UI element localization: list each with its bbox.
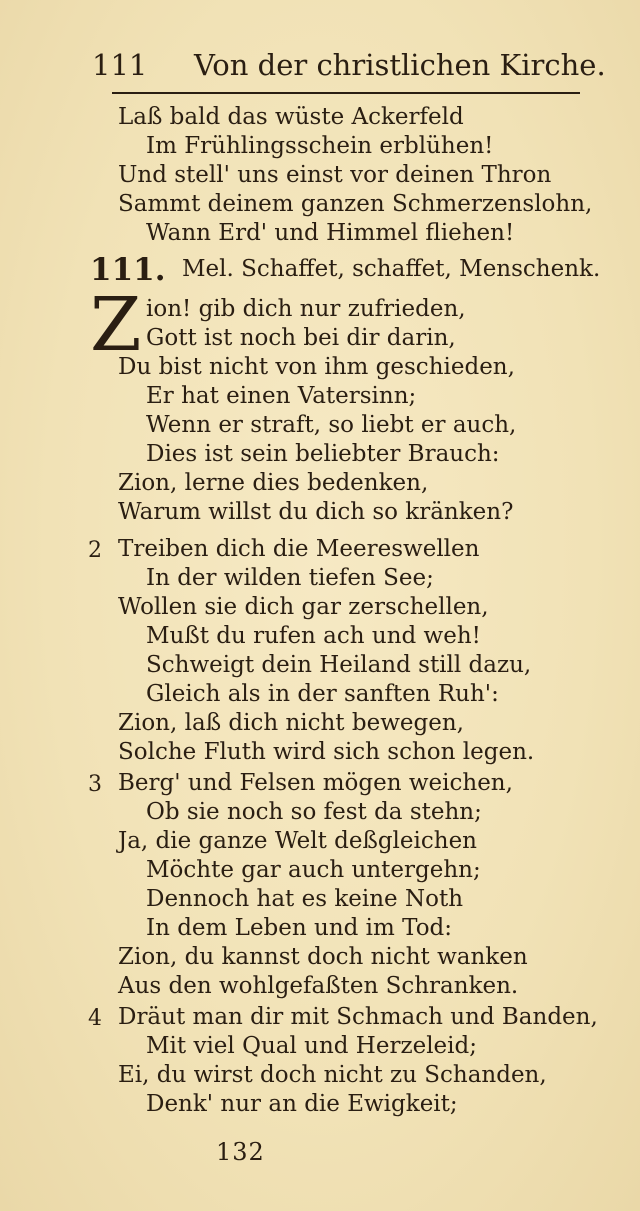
verse-1-line: Dies ist sein beliebter Brauch: (146, 441, 500, 467)
verse-3-line: Aus den wohlgefaßten Schranken. (118, 973, 519, 999)
verse-1-line: ion! gib dich nur zufrieden, (146, 296, 466, 322)
running-header (88, 44, 606, 84)
verse-number: 4 (88, 1006, 102, 1031)
verse-3-line: Zion, du kannst doch nicht wanken (118, 944, 528, 970)
header-rule (112, 92, 580, 94)
verse-1-line: Du bist nicht von ihm geschieden, (118, 354, 515, 380)
verse-4-line: Dräut man dir mit Schmach und Banden, (118, 1004, 598, 1030)
verse-4-line: Denk' nur an die Ewigkeit; (146, 1091, 458, 1117)
verse-3-line: Ja, die ganze Welt deßgleichen (118, 828, 477, 854)
hymn-number-text: 111 (90, 252, 155, 288)
verse-1-line: Gott ist noch bei dir darin, (146, 325, 456, 351)
verse-1-line: Warum willst du dich so kränken? (118, 499, 514, 525)
header-title: Von der christlichen Kirche. (194, 48, 606, 82)
verse-2-line: Gleich als in der sanften Ruh': (146, 681, 499, 707)
verse-3-line: Möchte gar auch untergehn; (146, 857, 481, 883)
verse-1-line: Er hat einen Vatersinn; (146, 383, 417, 409)
hymn-number: 111. (90, 252, 166, 288)
melody-line: Mel. Schaffet, schaffet, Menschenk. (182, 256, 601, 282)
prev-hymn-line: Sammt deinem ganzen Schmerzenslohn, (118, 191, 593, 217)
verse-3-line: Ob sie noch so fest da stehn; (146, 799, 482, 825)
verse-3-line: In dem Leben und im Tod: (146, 915, 453, 941)
verse-1-line: Zion, lerne dies bedenken, (118, 470, 429, 496)
verse-2-line: Zion, laß dich nicht bewegen, (118, 710, 464, 736)
verse-2-line: Solche Fluth wird sich schon legen. (118, 739, 535, 765)
prev-hymn-line: Im Frühlingsschein erblühen! (146, 133, 494, 159)
footer-page-number: 132 (216, 1138, 265, 1166)
verse-4-line: Ei, du wirst doch nicht zu Schanden, (118, 1062, 547, 1088)
verse-number: 2 (88, 538, 102, 563)
prev-hymn-line: Laß bald das wüste Ackerfeld (118, 104, 464, 130)
verse-2-line: Schweigt dein Heiland still dazu, (146, 652, 532, 678)
verse-2-line: Treiben dich die Meereswellen (118, 536, 480, 562)
verse-3-line: Dennoch hat es keine Noth (146, 886, 464, 912)
prev-hymn-line: Wann Erd' und Himmel fliehen! (146, 220, 515, 246)
verse-3-line: Berg' und Felsen mögen weichen, (118, 770, 513, 796)
verse-1-line: Wenn er straft, so liebt er auch, (146, 412, 517, 438)
prev-hymn-line: Und stell' uns einst vor deinen Thron (118, 162, 552, 188)
verse-number: 3 (88, 772, 102, 797)
verse-2-line: Wollen sie dich gar zerschellen, (118, 594, 489, 620)
header-page-number: 111 (92, 48, 148, 82)
drop-cap: Z (90, 282, 142, 368)
verse-4-line: Mit viel Qual und Herzeleid; (146, 1033, 477, 1059)
verse-2-line: Mußt du rufen ach und weh! (146, 623, 481, 649)
verse-2-line: In der wilden tiefen See; (146, 565, 434, 591)
